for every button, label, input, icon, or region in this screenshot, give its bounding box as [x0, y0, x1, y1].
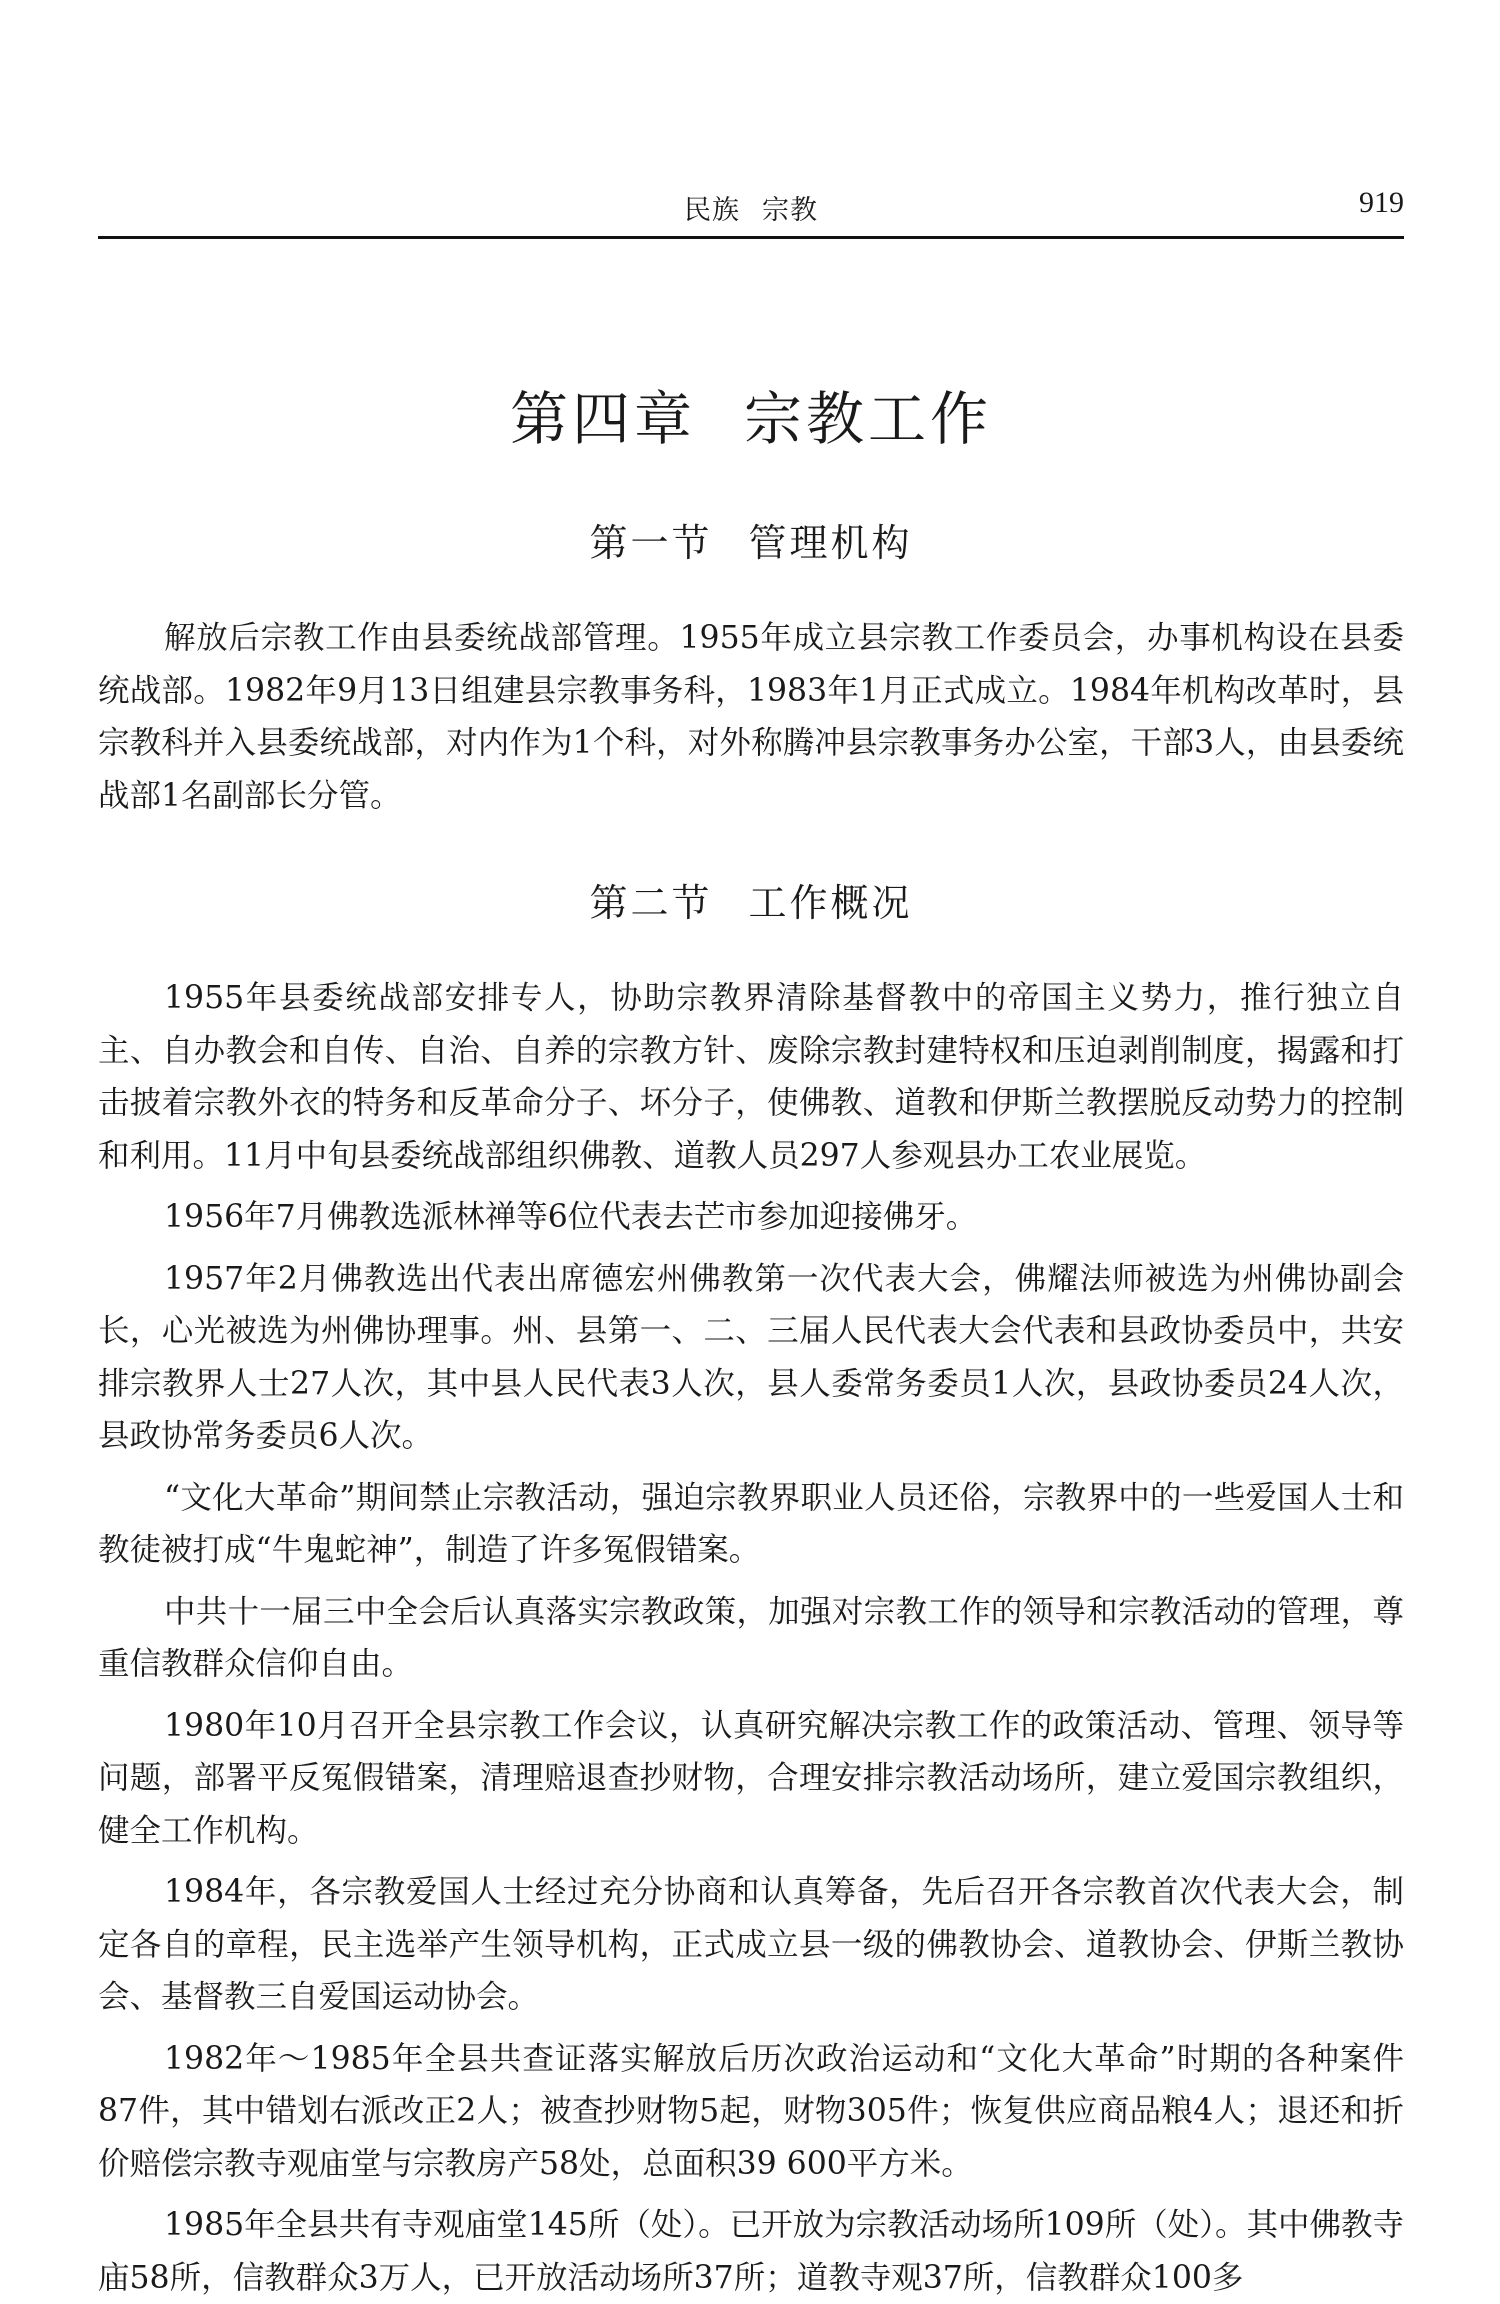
paragraph: 1955年县委统战部安排专人，协助宗教界清除基督教中的帝国主义势力，推行独立自主、自办教会和自传、自治、自养的宗教方针、废除宗教封建特权和压迫剥削制度，揭露和打击披着宗教外衣的特务和反革命分子、坏分子，使佛教、道教和伊斯兰教摆脱反动势力的控制和利用。11月中旬县委统战部组织佛教、道教人员297人参观县办工农业展览。 — [98, 980, 1404, 1174]
section-name: 管理机构 — [748, 521, 913, 565]
paragraph: 1957年2月佛教选出代表出席德宏州佛教第一次代表大会，佛耀法师被选为州佛协副会长，心光被选为州佛协理事。州、县第一、二、三届人民代表大会代表和县政协委员中，共安排宗教界人士27人次，其中县人民代表3人次，县人委常务委员1人次，县政协委员24人次，县政协常务委员6人次。 — [98, 1260, 1404, 1454]
paragraph: 1956年7月佛教选派林禅等6位代表去芒市参加迎接佛牙。 — [164, 1199, 978, 1235]
section-number: 第二节 — [589, 881, 713, 925]
section-body — [98, 612, 1404, 822]
paragraph: 1985年全县共有寺观庙堂145所（处）。已开放为宗教活动场所109所（处）。其中佛教寺庙58所，信教群众3万人，已开放活动场所37所；道教寺观37所，信教群众100多 — [98, 2207, 1404, 2296]
section-title — [98, 512, 1404, 567]
chapter-number: 第四章 — [509, 385, 696, 453]
header-title-right: 宗教 — [762, 195, 818, 226]
header-title-left: 民族 — [684, 195, 740, 226]
section-number: 第一节 — [589, 521, 713, 565]
paragraph: 中共十一届三中全会后认真落实宗教政策，加强对宗教工作的领导和宗教活动的管理，尊重信教群众信仰自由。 — [98, 1593, 1404, 1682]
header-rule — [98, 236, 1404, 239]
chapter-name: 宗教工作 — [744, 385, 993, 453]
section-title — [98, 872, 1404, 927]
section-name: 工作概况 — [748, 881, 913, 925]
paragraph: 1984年，各宗教爱国人士经过充分协商和认真筹备，先后召开各宗教首次代表大会，制定各自的章程，民主选举产生领导机构，正式成立县一级的佛教协会、道教协会、伊斯兰教协会、基督教三自爱国运动协会。 — [98, 1874, 1404, 2015]
paragraph: “文化大革命”期间禁止宗教活动，强迫宗教界职业人员还俗，宗教界中的一些爱国人士和教徒被打成“牛鬼蛇神”，制造了许多冤假错案。 — [98, 1479, 1404, 1568]
section-body — [98, 972, 1404, 2304]
paragraph: 1982年～1985年全县共查证落实解放后历次政治运动和“文化大革命”时期的各种案件87件，其中错划右派改正2人；被查抄财物5起，财物305件；恢复供应商品粮4人；退还和折价赔偿宗教寺观庙堂与宗教房产58处，总面积39 600平方米。 — [98, 2040, 1404, 2182]
running-header-title — [98, 188, 1404, 227]
page-number: 919 — [1359, 186, 1404, 219]
running-header — [98, 180, 1404, 230]
paragraph: 1980年10月召开全县宗教工作会议，认真研究解决宗教工作的政策活动、管理、领导等问题，部署平反冤假错案，清理赔退查抄财物，合理安排宗教活动场所，建立爱国宗教组织，健全工作机构。 — [98, 1707, 1404, 1849]
paragraph: 解放后宗教工作由县委统战部管理。1955年成立县宗教工作委员会，办事机构设在县委统战部。1982年9月13日组建县宗教事务科，1983年1月正式成立。1984年机构改革时，县宗教科并入县委统战部，对内作为1个科，对外称腾冲县宗教事务办公室，干部3人，由县委统战部1名副部长分管。 — [98, 620, 1404, 814]
chapter-title — [98, 372, 1404, 456]
